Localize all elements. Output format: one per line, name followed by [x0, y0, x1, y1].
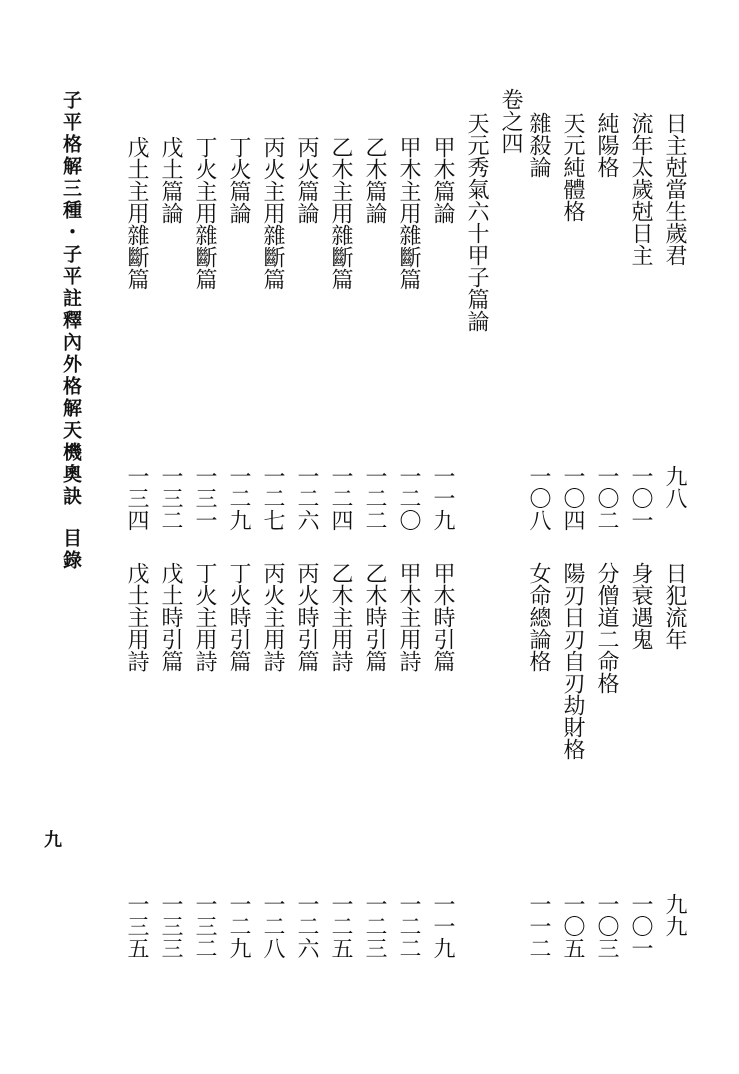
toc-title: 丙火主用詩 — [260, 562, 285, 672]
toc-title: 日主尅當生歲君 — [662, 112, 687, 266]
toc-title: 流年太歲尅日主 — [628, 112, 653, 266]
toc-title: 乙木篇論 — [362, 136, 387, 224]
toc-page-number: 一二九 — [226, 465, 251, 531]
toc-title: 戊土篇論 — [158, 136, 183, 224]
toc-title: 丙火時引篇 — [294, 562, 319, 672]
toc-title: 乙木主用詩 — [328, 562, 353, 672]
toc-page-number: 九九 — [662, 893, 687, 937]
toc-page-number: 一〇一 — [628, 465, 653, 531]
toc-title: 甲木主用雜斷篇 — [396, 136, 421, 290]
toc-title: 乙木時引篇 — [362, 562, 387, 672]
toc-title: 丁火主用雜斷篇 — [192, 136, 217, 290]
toc-page-number: 一〇二 — [594, 465, 619, 531]
toc-page-number: 一二六 — [294, 465, 319, 531]
toc-page-number: 一二二 — [396, 893, 421, 959]
running-head-title: 子平格解三種・子平註釋內外格解天機奧訣 — [60, 90, 82, 508]
toc-page-number: 一〇五 — [560, 893, 585, 959]
toc-page-number: 一一二 — [526, 893, 551, 959]
toc-title: 女命總論格 — [526, 562, 551, 672]
toc-page-number: 一二三 — [362, 893, 387, 959]
toc-title: 丙火主用雜斷篇 — [260, 136, 285, 290]
toc-page-number: 九八 — [662, 465, 687, 509]
toc-page-number: 一三三 — [158, 893, 183, 959]
toc-page-number: 一二九 — [226, 893, 251, 959]
page-number: 九 — [44, 830, 62, 851]
toc-page-number: 一一九 — [430, 893, 455, 959]
toc-title: 陽刃日刃自刃劫財格 — [560, 562, 585, 760]
toc-title: 丁火時引篇 — [226, 562, 251, 672]
toc-title: 天元純體格 — [560, 112, 585, 222]
toc-page-number: 一〇八 — [526, 465, 551, 531]
toc-page-number: 一一九 — [430, 465, 455, 531]
volume-heading: 卷之四 — [498, 88, 523, 154]
toc-page-number: 一〇四 — [560, 465, 585, 531]
toc-title: 丙火篇論 — [294, 136, 319, 224]
toc-page-number: 一二〇 — [396, 465, 421, 531]
toc-title: 戊土主用雜斷篇 — [124, 136, 149, 290]
toc-title: 戊土時引篇 — [158, 562, 183, 672]
toc-page-number: 一二五 — [328, 893, 353, 959]
toc-title: 天元秀氣六十甲子篇論 — [464, 112, 489, 332]
toc-title: 雜殺論 — [526, 112, 551, 178]
toc-page-number: 一三一 — [192, 465, 217, 531]
toc-page-number: 一〇三 — [594, 893, 619, 959]
toc-title: 身衰遇鬼 — [628, 562, 653, 650]
toc-page-number: 一三二 — [192, 893, 217, 959]
toc-title: 甲木時引篇 — [430, 562, 455, 672]
toc-title: 甲木篇論 — [430, 136, 455, 224]
running-head-section: 目錄 — [60, 528, 82, 572]
toc-page-number: 一二六 — [294, 893, 319, 959]
toc-page-number: 一三五 — [124, 893, 149, 959]
toc-title: 乙木主用雜斷篇 — [328, 136, 353, 290]
toc-title: 分僧道二命格 — [594, 562, 619, 694]
toc-page-number: 一二七 — [260, 465, 285, 531]
toc-page-number: 一二八 — [260, 893, 285, 959]
toc-title: 日犯流年 — [662, 562, 687, 650]
toc-page-number: 一三二 — [158, 465, 183, 531]
toc-title: 甲木主用詩 — [396, 562, 421, 672]
toc-page-number: 一二二 — [362, 465, 387, 531]
toc-title: 丁火主用詩 — [192, 562, 217, 672]
toc-title: 純陽格 — [594, 112, 619, 178]
toc-title: 戊土主用詩 — [124, 562, 149, 672]
toc-page-number: 一三四 — [124, 465, 149, 531]
toc-page-number: 一二四 — [328, 465, 353, 531]
toc-page-number: 一〇一 — [628, 893, 653, 959]
toc-title: 丁火篇論 — [226, 136, 251, 224]
